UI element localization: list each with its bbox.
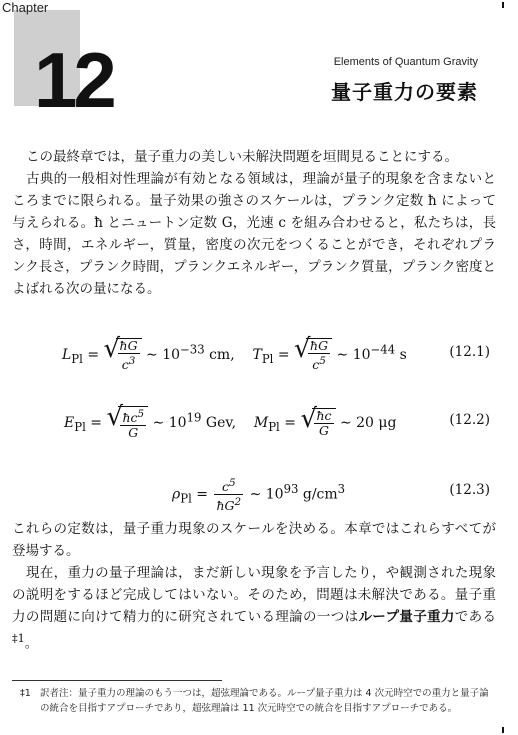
footnote-text: 訳者注：量子重力の理論のもう一つは，超弦理論である。ループ量子重力は 4 次元時空での重力と量子論の統合を目指すアプローチであり，超弦理論は 11 次元時空での統合を目指すアプローチである。	[40, 688, 489, 714]
eq1-den2: c	[312, 357, 320, 373]
eq1-unit2: s	[399, 347, 407, 364]
footnote-reference[interactable]: ‡1	[12, 632, 25, 645]
eq1-sub2: Pl	[261, 351, 274, 366]
eq1-rhs2: ∼ 10	[336, 347, 371, 364]
eq3-lhs: ρ	[172, 486, 181, 503]
paragraph-4-suffix: である	[454, 609, 497, 625]
equation-12-3	[0, 472, 518, 512]
eq1-den2-exp: 5	[319, 355, 326, 367]
footnote	[20, 686, 498, 716]
paragraph-2: 古典的一般相対性理論が有効となる領域は，理論が量子的現象を含まないところまでに限られる。量子効果の強さのスケールは，プランク定数 ħ によって与えられる。ħ とニュートン定数 G，光速 c を組み合わせると，私たちは，長さ，時間，エネルギー，質量，密度の次元をつくることができ，それぞれプランク長さ，プランク時間，プランクエネルギー，プランク質量，プランク密度とよばれる次の量になる。	[12, 171, 496, 297]
eq3-unit: g/cm	[302, 486, 338, 503]
loop-quantum-gravity-term: ループ量子重力	[358, 609, 455, 625]
eq1-rhs2-exp: −44	[370, 342, 396, 357]
eq1-sub1: Pl	[71, 351, 83, 366]
eq2-den2: G	[318, 423, 329, 439]
chapter-number: 12	[34, 36, 113, 124]
eq3-num-exp: 5	[228, 477, 236, 489]
equation-number-12-3: (12.3)	[449, 482, 490, 498]
eq2-lhs1: E	[64, 415, 75, 432]
equation-number-12-1: (12.1)	[449, 344, 490, 360]
eq3-unit-exp: 3	[337, 482, 346, 496]
eq2-rhs1-exp: 19	[186, 410, 202, 425]
eq2-sqrt2: √ $\frac{ħc}{G}$	[300, 408, 335, 438]
eq3-den: ħG	[216, 498, 235, 514]
chapter-title-jp: 量子重力の要素	[331, 80, 478, 104]
eq1-den1-exp: 3	[128, 355, 136, 367]
eq2-rhs2: ∼ 20	[339, 415, 374, 432]
intro-text	[12, 146, 496, 300]
eq2-den1: G	[128, 425, 139, 441]
footnote-mark: ‡1	[20, 688, 31, 699]
eq1-sqrt2: √ $\frac{ħG}{c^5}$	[294, 338, 332, 372]
eq3-num: c	[221, 479, 229, 495]
closing-text	[12, 518, 496, 655]
equation-12-1	[0, 334, 518, 374]
crop-mark-bottom-right	[502, 727, 504, 733]
equation-number-12-2: (12.2)	[449, 412, 490, 428]
eq3-frac	[214, 476, 243, 513]
eq3-rhs: ∼ 10	[249, 486, 284, 503]
eq1-rhs1-exp: −33	[180, 342, 205, 357]
paragraph-1: この最終章では，量子重力の美しい未解決問題を垣間見ることにする。	[26, 149, 458, 165]
eq2-sub2: Pl	[268, 419, 280, 434]
eq1-rhs1: ∼ 10	[146, 347, 181, 364]
paragraph-3: これらの定数は，量子重力現象のスケールを決める。本章ではこれらすべてが登場する。	[12, 521, 496, 559]
eq2-num1: ħc	[122, 410, 138, 426]
eq2-lhs2: M	[253, 415, 269, 432]
eq1-den1: c	[121, 357, 129, 373]
eq2-unit2: μg	[378, 415, 397, 432]
equation-12-3-body: $\rho_{Pl}$ = $\frac{c^5}{ħG^2}$ ∼ $10^{93}$ $g/cm^3$	[172, 477, 346, 514]
eq2-rhs1: ∼ 10	[152, 415, 187, 432]
eq3-den-exp: 2	[234, 496, 242, 509]
equation-12-2-body: $E_{Pl}$ = √ $\frac{ħc^5}{G}$ ∼ $10^{19}$ Gev, $M_{Pl}$ = √ $\frac{ħc}{G}$ ∼ 20 μg	[64, 402, 397, 441]
eq3-sub: Pl	[180, 491, 192, 506]
eq2-sub1: Pl	[74, 419, 86, 434]
eq1-sqrt1: √ $\frac{ħG}{c^3}$	[104, 338, 142, 372]
paragraph-4-end: 。	[24, 635, 39, 652]
paragraph-4	[12, 562, 496, 655]
eq1-num2: ħG	[310, 338, 329, 353]
equation-12-2	[0, 402, 518, 442]
eq1-num1: ħG	[119, 338, 138, 353]
eq1-unit1: cm,	[209, 347, 235, 364]
paragraph-4-text: 現在，重力の量子理論は，まだ新しい現象を予言したり，や観測された現象の説明をするほど完成してはいない。そのため，問題は未解決である。量子重力の問題に向けて精力的に研究されている理論の一つは	[12, 565, 496, 625]
eq1-lhs2: T	[252, 347, 262, 364]
chapter-subtitle-en: Elements of Quantum Gravity	[333, 56, 478, 68]
eq2-unit1: Gev,	[205, 415, 237, 432]
chapter-label: Chapter	[2, 0, 49, 15]
eq2-sqrt1: √ $\frac{ħc^5}{G}$	[106, 406, 148, 440]
footnote-rule	[12, 680, 222, 681]
eq3-rhs-exp: 93	[283, 482, 299, 496]
crop-mark-top-right	[502, 2, 504, 8]
eq1-lhs1: L	[62, 347, 72, 364]
equation-12-1-body: $L_{Pl}$ = √ $\frac{ħG}{c^3}$ ∼ $10^{-33}$ cm, $T_{Pl}$ = √ $\frac{ħG}{c^5}$ ∼ $10^{-44}$ s	[62, 334, 407, 373]
eq2-num1-exp: 5	[137, 408, 145, 420]
eq2-num2: ħc	[316, 408, 332, 424]
